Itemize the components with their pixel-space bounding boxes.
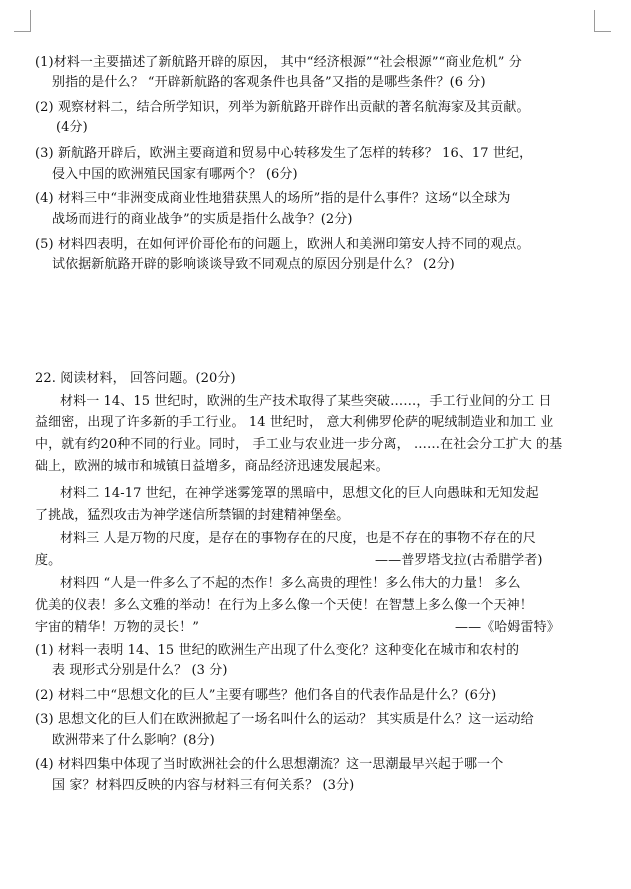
question-1-line-2: 别指的是什么？ “开辟新航路的客观条件也具备”又指的是哪些条件？(6 分)	[52, 75, 486, 90]
section-22-heading: 22. 阅读材料， 回答问题。(20分)	[35, 371, 236, 386]
crop-mark-right-vertical	[594, 10, 595, 32]
material-1-line-3: 中，就有约20种不同的行业。同时， 手工业与农业进一步分离， ……在社会分工扩大 的基	[35, 437, 563, 452]
question-4-line-1: (4) 材料三中“非洲变成商业性地猎获黑人的场所”指的是什么事件？这场“以全球为	[35, 191, 511, 206]
question-2-line-1: (2) 观察材料二，结合所学知识，列举为新航路开辟作出贡献的著名航海家及其贡献。	[35, 100, 530, 115]
material-3-line-1: 材料三 人是万物的尺度，是存在的事物存在的尺度，也是不存在的事物不存在的尺	[60, 531, 536, 546]
question-4-line-2: 战场而进行的商业战争”的实质是指什么战争？(2分)	[52, 212, 353, 227]
s2-question-3-line-1: (3) 思想文化的巨人们在欧洲掀起了一场名叫什么的运动？ 其实质是什么？这一运动给	[35, 712, 534, 727]
material-1-line-4: 础上，欧洲的城市和城镇日益增多，商品经济迅速发展起来。	[35, 459, 389, 474]
material-1-line-1: 材料一 14、15 世纪时，欧洲的生产技术取得了某些突破……，手工行业间的分工 日	[60, 394, 552, 409]
material-3-source: ——普罗塔戈拉(古希腊学者)	[375, 553, 543, 568]
material-4-line-3: 宇宙的精华！万物的灵长！”	[35, 620, 199, 635]
material-2-line-2: 了挑战，猛烈攻击为神学迷信所禁锢的封建精神堡垒。	[35, 508, 350, 523]
s2-question-2-line-1: (2) 材料二中“思想文化的巨人”主要有哪些？他们各自的代表作品是什么？(6分)	[35, 688, 497, 703]
question-1-line-1: (1)材料一主要描述了新航路开辟的原因， 其中“经济根源”“社会根源”“商业危机” 分	[35, 55, 522, 70]
material-4-line-1: 材料四 “人是一件多么了不起的杰作！多么高贵的理性！多么伟大的力量！ 多么	[60, 576, 521, 591]
material-4-line-2: 优美的仪表！多么文雅的举动！在行为上多么像一个天使！在智慧上多么像一个天神！	[35, 598, 533, 613]
material-3-line-2: 度。	[35, 553, 62, 568]
question-5-line-1: (5) 材料四表明，在如何评价哥伦布的问题上，欧洲人和美洲印第安人持不同的观点。	[35, 237, 530, 252]
s2-question-4-line-1: (4) 材料四集中体现了当时欧洲社会的什么思想潮流？这一思潮最早兴起于哪一个	[35, 757, 504, 772]
material-1-line-2: 益细密，出现了许多新的手工行业。 14 世纪时， 意大利佛罗伦萨的呢绒制造业和加工 业	[35, 415, 554, 430]
s2-question-4-line-2: 国 家？材料四反映的内容与材料三有何关系？ (3分)	[52, 778, 355, 793]
s2-question-3-line-2: 欧洲带来了什么影响？(8分)	[52, 733, 215, 748]
question-3-line-2: 侵入中国的欧洲殖民国家有哪两个？ (6分)	[52, 167, 298, 182]
s2-question-1-line-1: (1) 材料一表明 14、15 世纪的欧洲生产出现了什么变化？这种变化在城市和农村的	[35, 643, 520, 658]
question-3-line-1: (3) 新航路开辟后，欧洲主要商道和贸易中心转移发生了怎样的转移？ 16、17 世纪，	[35, 146, 533, 161]
material-2-line-1: 材料二 14-17 世纪，在神学迷雾笼罩的黑暗中，思想文化的巨人向愚昧和无知发起	[60, 486, 539, 501]
material-4-source: ——《哈姆雷特》	[455, 620, 560, 635]
crop-mark-right-horizontal	[594, 31, 611, 32]
question-2-line-2: (4分)	[56, 120, 88, 135]
crop-mark-left-horizontal	[14, 31, 31, 32]
question-5-line-2: 试依据新航路开辟的影响谈谈导致不同观点的原因分别是什么？ (2分)	[52, 257, 455, 272]
crop-mark-left-vertical	[30, 10, 31, 32]
s2-question-1-line-2: 表 现形式分别是什么？ (3 分)	[52, 663, 228, 678]
